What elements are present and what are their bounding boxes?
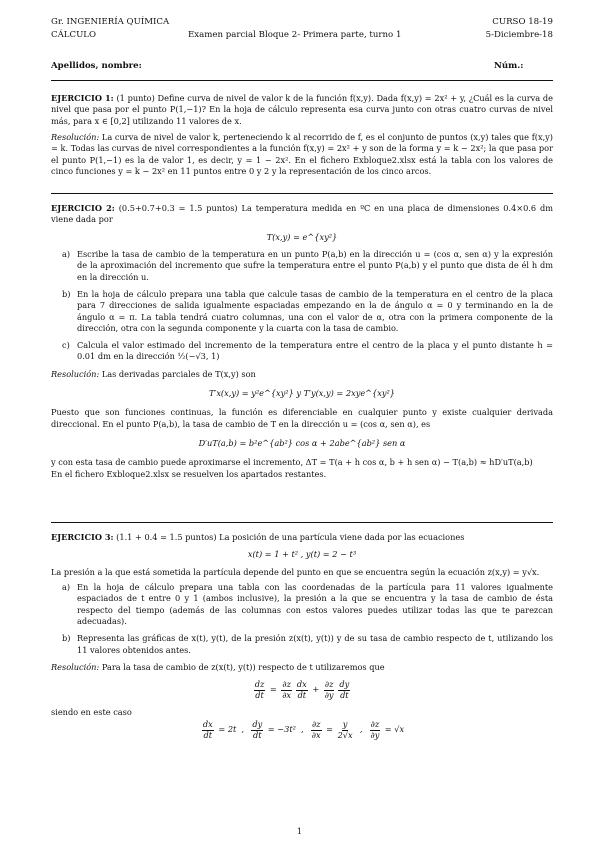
exercise-3-resolution: Resolución: Para la tasa de cambio de z(x(t), y(t)) respecto de t utilizaremos que (51, 661, 385, 672)
derivatives-equation: $\frac{dx}{dt}$ = 2t , $\frac{dy}{dt}$ = −3t² , $\frac{\partial z}{\partial x}$ = $\frac{y}{2√x}$ , $\frac{\partial z}{\partial y}$ = √x (202, 719, 405, 740)
exercise-2 (51, 203, 553, 480)
header-course-group: Gr. INGENIERÍA QUÍMICA (51, 17, 170, 27)
position-equations: x(t) = 1 + t² , y(t) = 2 − t³ (247, 549, 357, 560)
divider (51, 193, 553, 194)
header-year: CURSO 18-19 (492, 17, 553, 27)
exercise-3-resolution-2: siendo en este caso (51, 706, 132, 717)
name-field-label: Apellidos, nombre: (51, 61, 142, 71)
exercise-2-resolution-2: Puesto que son funciones continuas, la función es diferenciable en cualquier punto y existe cualquier derivada direccional. En el punto P(a,b), la tasa de cambio de T en la dirección u = (cos α, sen α), es (51, 407, 553, 429)
exercise-3-statement-2: La presión a la que está sometida la partícula depende del punto en que se encuentra según la ecuación z(x,y) = y√x. (51, 566, 540, 577)
divider (51, 522, 553, 523)
exercise-1-title: EJERCICIO 1: (51, 93, 114, 103)
exercise-2-resolution: Resolución: Las derivadas parciales de T(x,y) son (51, 368, 256, 379)
exercise-1-statement: EJERCICIO 1: (1 punto) Define curva de nivel de valor k de la función f(x,y). Dada f(x,y) = 2x² + y, ¿Cuál es la curva de nivel que pasa por el punto P(1,−1)? En la hoja de cálculo representa esa curva junto con otras cuatro curvas de nivel más, para x ∈ [0,2] utilizando 11 valores de x. (51, 93, 553, 126)
exercise-3-title: EJERCICIO 3: (51, 532, 114, 542)
exercise-1 (51, 93, 553, 177)
exercise-1-resolution: Resolución: La curva de nivel de valor k, perteneciendo k al recorrido de f, es el conjunto de puntos (x,y) tales que f(x,y) = k. Todas las curvas de nivel correspondientes a la función f(x,y) = 2x² + y son de la forma y = k − 2x²; la que pasa por el punto P(1,−1) es la de valor 1, es decir, y = 1 − 2x². En el fichero Exbloque2.xlsx está la tabla con los valores de cinco funciones y = k − 2x² en 11 puntos entre 0 y 2 y la representación de los cinco arcos. (51, 131, 553, 176)
exercise-3-items (51, 582, 553, 656)
exercise-2-title: EJERCICIO 2: (51, 203, 115, 213)
temperature-equation: T(x,y) = e^{xy²} (266, 231, 338, 242)
list-item: b) En la hoja de cálculo prepara una tabla que calcule tasas de cambio de la temperatura en el centro de la placa para 7 direcciones de salida igualmente espaciadas empezando en la de ángulo α = 0 y terminando en la de ángulo α = π. La tabla tendrá cuatro columnas, una con el valor de α, otra con la primera componente de la dirección, otra con la segunda componente y la cuarta con la tasa de cambio. (62, 288, 553, 333)
exercise-3 (51, 532, 553, 742)
list-item: a) Escribe la tasa de cambio de la temperatura en un punto P(a,b) en la dirección u = (cos α, sen α) y la expresión de la aproximación del incremento que sufre la temperatura entre el punto P(a,b) y el punto que dista de él h dm en la dirección u. (62, 248, 553, 282)
list-item: b) Representa las gráficas de x(t), y(t), de la presión z(x(t), y(t)) y de su tasa de cambio respecto de t, utilizando los 11 valores obtenidos antes. (62, 633, 553, 655)
exercise-2-statement: EJERCICIO 2: (0.5+0.7+0.3 = 1.5 puntos) La temperatura medida en ºC en una placa de dimensiones 0.4×0.6 dm viene dada por (51, 203, 554, 225)
list-item: a) En la hoja de cálculo prepara una tabla con las coordenadas de la partícula para 11 valores igualmente espaciados de t entre 0 y 1 (ambos inclusive), la presión a la que se encuentra y la tasa de cambio de ésta respecto del tiempo (además de las columnas con estos valores puedes utilizar todas las que te parezcan adecuadas). (62, 581, 553, 626)
exercise-2-resolution-4: En el fichero Exbloque2.xlsx se resuelven los apartados restantes. (51, 468, 327, 479)
header-subject: CÁLCULO (51, 30, 97, 40)
chain-rule-equation: $\frac{dz}{dt}$ = $\frac{\partial z}{\partial x}$ $\frac{dx}{dt}$ + $\frac{\partial z}{\partial y}$ $\frac{dy}{dt}$ (254, 679, 350, 700)
exercise-2-items (51, 249, 553, 363)
directional-derivative-equation: D′uT(a,b) = b²e^{ab²} cos α + 2abe^{ab²} sen α (198, 438, 406, 448)
list-item: c) Calcula el valor estimado del incremento de la temperatura entre el centro de la placa y el punto distante h = 0.01 dm en la dirección ½(−√3, 1) (62, 340, 553, 362)
page-number: 1 (296, 826, 303, 836)
header-date: 5-Diciembre-18 (485, 30, 553, 40)
number-field-label: Núm.: (494, 61, 524, 71)
header-exam-title: Examen parcial Bloque 2- Primera parte, turno 1 (188, 30, 402, 40)
exercise-3-statement: EJERCICIO 3: (1.1 + 0.4 = 1.5 puntos) La posición de una partícula viene dada por las ecuaciones (51, 532, 465, 542)
divider (51, 80, 553, 81)
exercise-2-resolution-3: y con esta tasa de cambio puede aproximarse el incremento, ΔT = T(a + h cos α, b + h sen α) − T(a,b) ≈ hD′uT(a,b) (51, 457, 533, 468)
partial-derivatives-equation: T′x(x,y) = y²e^{xy²} y T′y(x,y) = 2xye^{xy²} (209, 388, 395, 399)
